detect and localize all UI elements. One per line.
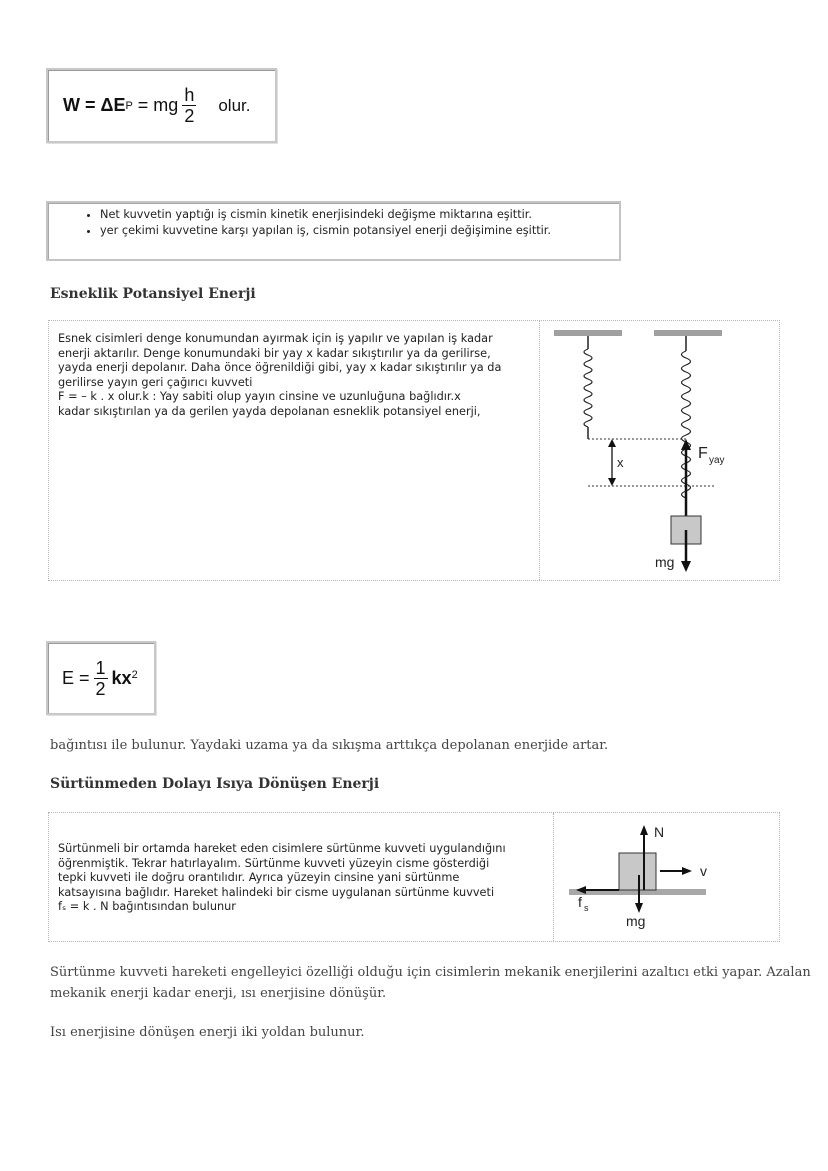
paragraph-line: mekanik enerji kadar enerji, ısı enerjisine dönüşür. [50, 986, 387, 1001]
weight-label: mg [626, 913, 646, 929]
weight-label: mg [655, 554, 675, 570]
fraction-denominator: 2 [95, 678, 106, 699]
formula-rhs: kx [111, 667, 132, 688]
text-line: tepki kuvveti ile doğru orantılıdır. Ayrıca yüzeyin cinsine yani sürtünme [58, 871, 460, 884]
list-item: • yer çekimi kuvvetine karşı yapılan iş, cismin potansiyel enerji değişimine eşittir. [100, 223, 619, 239]
formula-lhs: W = ΔE [63, 95, 126, 115]
text-line: F = – k . x olur.k : Yay sabiti olup yayın cinsine ve uzunluğuna bağlıdır.x [58, 390, 461, 403]
friction-paragraph [50, 962, 811, 1004]
normal-force-label: N [654, 824, 665, 840]
friction-text-cell [49, 813, 554, 941]
formula-lhs: E = [62, 667, 90, 688]
text-line: yayda enerji depolanır. Daha önce öğrenildiği gibi, yay x kadar sıkıştırılır ya da [58, 361, 502, 374]
section-heading-elastic: Esneklik Potansiyel Enerji [50, 286, 256, 302]
paragraph-line: Sürtünme kuvveti hareketi engelleyici özelliği olduğu için cisimlerin mekanik enerjilerini azaltıcı etki yapar. Azalan [50, 965, 811, 980]
formula-sub: P [125, 99, 133, 112]
formula-suffix: olur. [218, 95, 251, 115]
summary-list [48, 207, 619, 239]
text-line: Sürtünmeli bir ortamda hareket eden cisimlere sürtünme kuvveti uygulandığını [58, 842, 506, 855]
text-line: kadar sıkıştırılan ya da gerilen yayda depolanan esneklik potansiyel enerji, [58, 404, 481, 418]
friction-energy-table [48, 812, 780, 942]
elastic-text-cell [49, 321, 540, 580]
fraction-numerator: 1 [95, 657, 106, 678]
summary-list-box [46, 201, 621, 261]
spring-figure-cell [540, 321, 779, 580]
text-line: gerilirse yayın geri çağırıcı kuvveti [58, 375, 253, 389]
elastic-conclusion-text: bağıntısı ile bulunur. Yaydaki uzama ya da sıkışma arttıkça depolanan enerjide artar. [50, 738, 609, 753]
friction-force-label-sub: s [584, 903, 589, 913]
x-label: x [617, 455, 624, 470]
text-line: öğrenmiştik. Tekrar hatırlayalım. Sürtünme kuvveti yüzeyin cisme gösterdiği [58, 856, 490, 870]
section-heading-friction: Sürtünmeden Dolayı Isıya Dönüşen Enerji [50, 776, 380, 792]
list-item: • Net kuvvetin yaptığı iş cismin kinetik enerjisindeki değişme miktarına eşittir. [100, 207, 619, 223]
force-label: F [698, 445, 708, 462]
formula-fraction [94, 659, 108, 698]
formula-exponent: 2 [131, 669, 138, 681]
text-line: Esnek cisimleri denge konumundan ayırmak için iş yapılır ve yapılan iş kadar [58, 332, 493, 345]
fraction-denominator: 2 [184, 106, 195, 126]
work-formula-box [46, 68, 277, 143]
fraction-numerator: h [184, 85, 195, 105]
friction-figure-cell [554, 813, 779, 941]
formula-fraction [182, 86, 196, 125]
velocity-label: v [700, 863, 707, 879]
text-line: fₛ = k . N bağıntısından bulunur [58, 900, 236, 913]
friction-force-label: f [578, 894, 582, 910]
force-label-sub: yay [709, 455, 725, 466]
text-line: enerji aktarılır. Denge konumundaki bir yay x kadar sıkıştırılır ya da gerilirse, [58, 346, 491, 360]
text-line: katsayısına bağlıdır. Hareket halindeki bir cisme uygulanan sürtünme kuvveti [58, 885, 495, 899]
formula-mid: = mg [132, 95, 179, 115]
elastic-energy-formula-box [46, 641, 156, 715]
closing-paragraph: Isı enerjisine dönüşen enerji iki yoldan bulunur. [50, 1025, 365, 1040]
spring-diagram [540, 321, 780, 579]
elastic-energy-table [48, 320, 780, 581]
friction-diagram [554, 813, 779, 940]
